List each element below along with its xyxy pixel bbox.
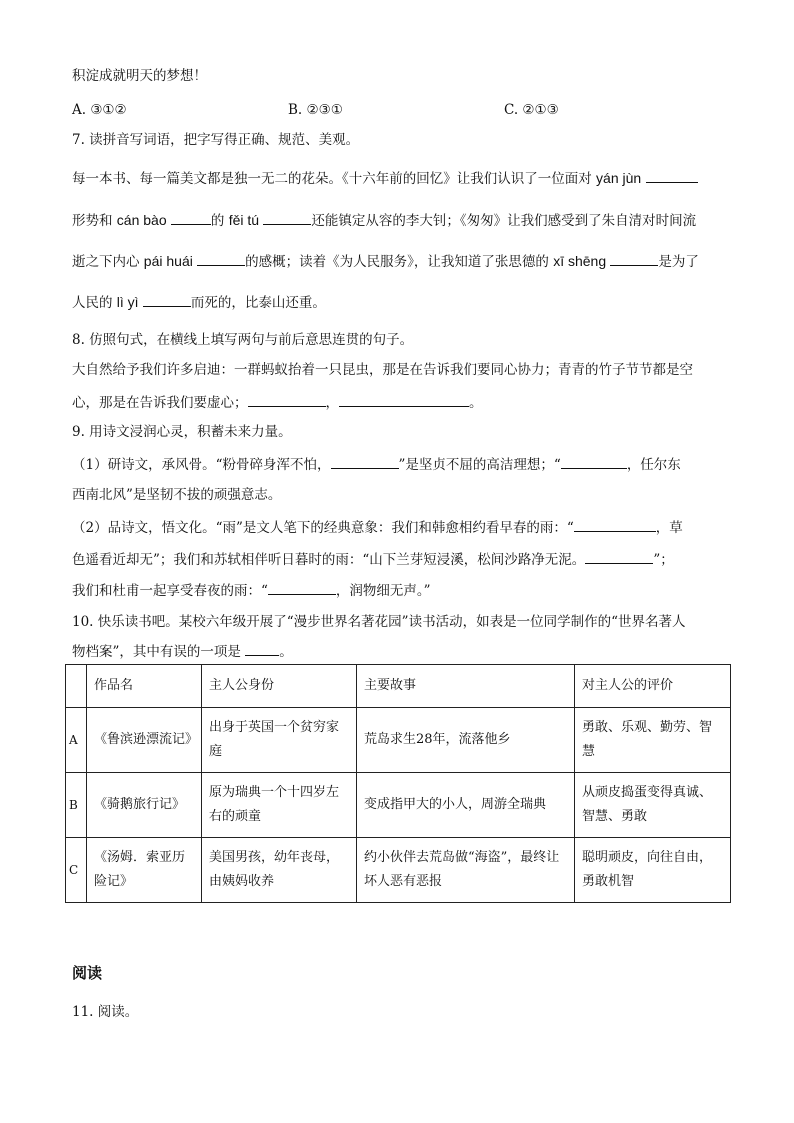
pinyin-can-bao: cán bào <box>116 212 167 228</box>
protagonist-identity: 出身于英国一个贫穷家庭 <box>202 708 357 773</box>
main-story: 约小伙伴去荒岛做“海盗”，最终让坏人恶有恶报 <box>357 838 575 903</box>
section-heading-reading: 阅读 <box>72 964 103 982</box>
answer-blank[interactable] <box>585 549 653 564</box>
table-header-cell: 主要故事 <box>357 665 575 708</box>
answer-blank[interactable] <box>263 210 311 225</box>
pinyin-xi-sheng: xī shēng <box>553 253 607 269</box>
q10-line-1: 10. 快乐读书吧。某校六年级开展了“漫步世界名著花园”读书活动，如表是一位同学制作的“世界名著人 <box>72 614 686 630</box>
protagonist-identity: 美国男孩，幼年丧母，由姨妈收养 <box>202 838 357 903</box>
table-header-row <box>66 665 731 708</box>
row-letter: B <box>66 773 87 838</box>
pinyin-yan-jun: yán jùn <box>596 170 642 186</box>
main-story: 变成指甲大的小人，周游全瑞典 <box>357 773 575 838</box>
q9-part2-line-3: 我们和杜甫一起享受春夜的雨：“ ，润物细无声。” <box>72 580 431 601</box>
answer-blank[interactable] <box>248 392 326 407</box>
table-header-cell: 作品名 <box>87 665 202 708</box>
q8-line-1: 大自然给予我们许多启迪：一群蚂蚁抬着一只昆虫，那是在告诉我们要同心协力；青青的竹子节节都是空 <box>72 362 693 378</box>
row-letter: A <box>66 708 87 773</box>
q7-line-2: 形势和 cán bào 的 fěi tú 还能镇定从容的李大钊；《匆匆》让我们感受到了朱自清对时间流 <box>72 212 697 229</box>
q8-line-2: 心，那是在告诉我们要虚心； ， 。 <box>72 392 483 413</box>
work-title: 《鲁滨逊漂流记》 <box>87 708 202 773</box>
work-title: 《汤姆．索亚历险记》 <box>87 838 202 903</box>
q9-part1-line-2: 西南北风”是坚韧不拔的顽强意志。 <box>72 487 282 503</box>
q10-line-2: 物档案”，其中有误的一项是 。 <box>72 641 293 662</box>
q9-part1-line-1: （1）研诗文，承风骨。“粉骨碎身浑不怕， ”是坚贞不屈的高洁理想；“ ，任尔东 <box>72 454 681 475</box>
answer-blank[interactable] <box>197 251 245 266</box>
q11-text: 11. 阅读。 <box>72 1004 139 1020</box>
answer-blank[interactable] <box>610 251 658 266</box>
evaluation: 聪明顽皮，向往自由，勇敢机智 <box>575 838 731 903</box>
answer-blank[interactable] <box>143 292 191 307</box>
answer-blank[interactable] <box>646 168 698 183</box>
table-header-cell: 对主人公的评价 <box>575 665 731 708</box>
main-story: 荒岛求生28年，流落他乡 <box>357 708 575 773</box>
table-row <box>66 838 731 903</box>
q9-part2-line-2: 色遥看近却无”；我们和苏轼相伴听日暮时的雨：“山下兰芽短浸溪，松间沙路净无泥。 ”； <box>72 549 674 570</box>
q7-line-3: 逝之下内心 pái huái 的感概；读着《为人民服务》，让我知道了张思德的 xī shēng 是为了 <box>72 253 699 270</box>
character-profile-table <box>65 664 731 903</box>
table-header-cell <box>66 665 87 708</box>
q6-option-c: C. ②①③ <box>504 102 559 118</box>
q7-line-4: 人民的 lì yì 而死的，比泰山还重。 <box>72 294 326 311</box>
answer-blank[interactable] <box>574 517 656 532</box>
table-row <box>66 708 731 773</box>
q8-prompt: 8. 仿照句式，在横线上填写两句与前后意思连贯的句子。 <box>72 332 414 348</box>
pinyin-li-yi: lì yì <box>116 294 139 310</box>
answer-blank[interactable] <box>268 580 336 595</box>
evaluation: 勇敢、乐观、勤劳、智慧 <box>575 708 731 773</box>
pinyin-fei-tu: fěi tú <box>228 212 260 228</box>
answer-blank[interactable] <box>339 392 469 407</box>
evaluation: 从顽皮捣蛋变得真诚、智慧、勇敢 <box>575 773 731 838</box>
protagonist-identity: 原为瑞典一个十四岁左右的顽童 <box>202 773 357 838</box>
q6-option-b: B. ②③① <box>288 102 343 118</box>
table-row <box>66 773 731 838</box>
table-header-cell: 主人公身份 <box>202 665 357 708</box>
answer-blank[interactable] <box>561 454 627 469</box>
answer-blank[interactable] <box>171 210 211 225</box>
q7-prompt: 7. 读拼音写词语，把字写得正确、规范、美观。 <box>72 132 360 148</box>
work-title: 《骑鹅旅行记》 <box>87 773 202 838</box>
answer-blank[interactable] <box>245 641 279 656</box>
q7-line-1: 每一本书、每一篇美文都是独一无二的花朵。《十六年前的回忆》让我们认识了一位面对 yán jùn <box>72 168 698 189</box>
q6-text-tail: 积淀成就明天的梦想！ <box>72 68 207 84</box>
q9-prompt: 9. 用诗文浸润心灵，积蓄未来力量。 <box>72 424 292 440</box>
q9-part2-line-1: （2）品诗文，悟文化。“雨”是文人笔下的经典意象：我们和韩愈相约看早春的雨：“ ，草 <box>72 517 683 538</box>
answer-blank[interactable] <box>331 454 399 469</box>
row-letter: C <box>66 838 87 903</box>
q6-option-a: A. ③①② <box>72 102 127 118</box>
pinyin-pai-huai: pái huái <box>143 253 193 269</box>
